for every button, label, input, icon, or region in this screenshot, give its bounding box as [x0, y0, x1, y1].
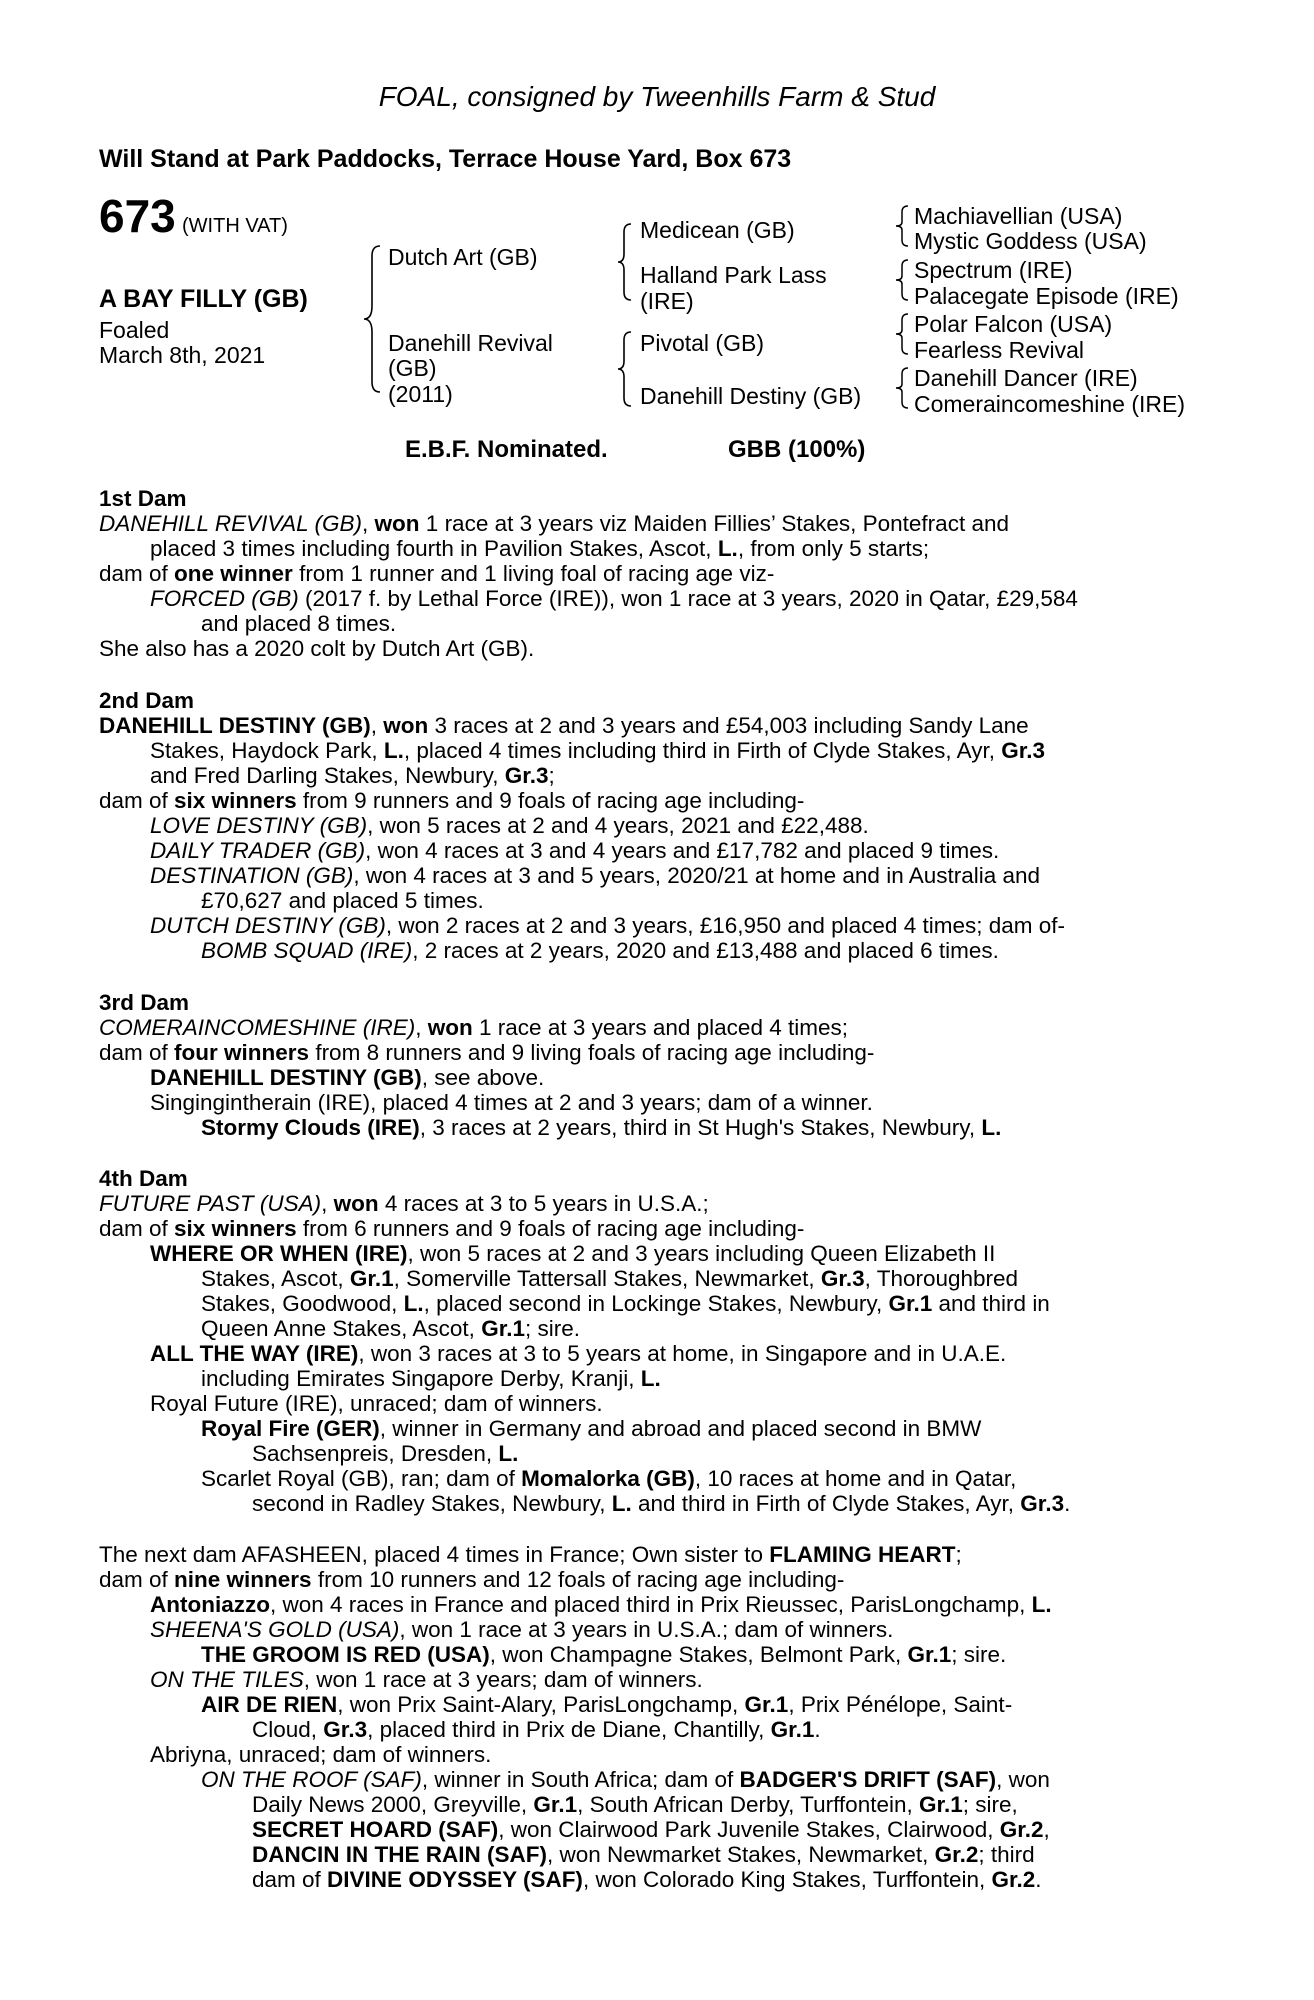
produce-name: DIVINE ODYSSEY (SAF): [327, 1867, 583, 1892]
second-dam-line: [99, 788, 804, 814]
produce-name: Antoniazzo: [150, 1592, 270, 1617]
text: .: [814, 1717, 821, 1742]
text: from 1 runner and 1 living foal of racing age viz-: [292, 561, 775, 586]
text: ; sire,: [962, 1792, 1018, 1817]
pedigree-ddd: Comeraincomeshine (IRE): [914, 391, 1185, 417]
pedigree-brace-main: [362, 244, 384, 394]
text: , won 3 races at 3 to 5 years at home, in Singapore and in U.A.E.: [358, 1341, 1007, 1366]
pedigree-dam-line2: (GB): [388, 355, 437, 381]
group-mark: Gr.3: [504, 763, 549, 788]
produce-name: SHEENA'S GOLD (USA): [150, 1617, 400, 1642]
produce-name: ON THE TILES: [150, 1667, 304, 1692]
text: , won 1 race at 3 years in U.S.A.; dam of winners.: [399, 1617, 894, 1642]
group-mark: Gr.2: [999, 1817, 1044, 1842]
group-mark: Gr.1: [907, 1642, 952, 1667]
text: , Prix Pénélope, Saint-: [788, 1692, 1013, 1717]
text: Scarlet Royal (GB), ran; dam of: [201, 1466, 522, 1491]
text: , won 5 races at 2 and 3 years including Queen Elizabeth II: [407, 1241, 996, 1266]
text: , 10 races at home and in Qatar,: [694, 1466, 1017, 1491]
text: ,: [321, 1191, 334, 1216]
consignor-heading: FOAL, consigned by Tweenhills Farm & Stud: [378, 81, 936, 112]
text: , won Champagne Stakes, Belmont Park,: [489, 1642, 908, 1667]
next-dam-line: [99, 1567, 844, 1593]
produce-name: AIR DE RIEN: [201, 1692, 338, 1717]
text: , won 4 races at 3 and 5 years, 2020/21 at home and in Australia and: [353, 863, 1041, 888]
next-dam-line: [252, 1717, 821, 1743]
fourth-dam-line: [201, 1316, 580, 1342]
fourth-dam-line: [201, 1416, 981, 1442]
listed-mark: L.: [717, 536, 738, 561]
fourth-dam-line: Royal Future (IRE), unraced; dam of winners.: [150, 1391, 603, 1416]
text: (2017 f. by Lethal Force (IRE)), won 1 race at 3 years, 2020 in Qatar, £29,584: [298, 586, 1078, 611]
produce-name: DAILY TRADER (GB): [150, 838, 366, 863]
text: , won Prix Saint-Alary, ParisLongchamp,: [337, 1692, 745, 1717]
first-dam-line: [99, 511, 1009, 537]
produce-name: DANEHILL DESTINY (GB): [150, 1065, 422, 1090]
text: dam of: [99, 1567, 175, 1592]
winners-count: nine winners: [174, 1567, 312, 1592]
next-dam-line: [150, 1667, 703, 1693]
pedigree-dam-line1: Danehill Revival: [388, 330, 553, 356]
next-dam-line: [252, 1792, 1018, 1818]
text: , Thoroughbred: [864, 1266, 1019, 1291]
dam-name: DANEHILL DESTINY (GB): [99, 713, 371, 738]
pedigree-brace-sd: [894, 258, 910, 302]
won-text: won: [427, 1015, 473, 1040]
foaled-date: March 8th, 2021: [99, 342, 266, 368]
pedigree-dam-line3: (2011): [388, 381, 453, 407]
ebf-badge: E.B.F. Nominated.: [405, 436, 608, 463]
pedigree-sire-dam-line2: (IRE): [640, 288, 694, 314]
group-mark: Gr.1: [349, 1266, 394, 1291]
group-mark: Gr.1: [919, 1792, 963, 1817]
text: .: [1035, 1867, 1042, 1892]
produce-name: BADGER'S DRIFT (SAF): [739, 1767, 997, 1792]
group-mark: Gr.1: [533, 1792, 578, 1817]
produce-name: DANCIN IN THE RAIN (SAF): [252, 1842, 547, 1867]
next-dam-line: [252, 1867, 1042, 1893]
text: dam of: [99, 1216, 175, 1241]
text: and Fred Darling Stakes, Newbury,: [150, 763, 505, 788]
next-dam-line: [252, 1817, 1050, 1843]
text: 4 races at 3 to 5 years in U.S.A.;: [378, 1191, 709, 1216]
text: Stakes, Ascot,: [201, 1266, 350, 1291]
text: , placed third in Prix de Diane, Chantilly,: [367, 1717, 771, 1742]
group-mark: Gr.3: [820, 1266, 865, 1291]
text: from 9 runners and 9 foals of racing age including-: [296, 788, 805, 813]
third-dam-line: [99, 1015, 848, 1041]
produce-name: THE GROOM IS RED (USA): [201, 1642, 490, 1667]
text: Daily News 2000, Greyville,: [252, 1792, 534, 1817]
produce-name: Momalorka (GB): [521, 1466, 695, 1491]
text: , placed second in Lockinge Stakes, Newbury,: [423, 1291, 889, 1316]
first-dam-title: 1st Dam: [99, 486, 187, 511]
first-dam-line: [150, 536, 929, 562]
third-dam-line: [150, 1065, 544, 1091]
produce-name: SECRET HOARD (SAF): [252, 1817, 499, 1842]
winners-count: four winners: [174, 1040, 310, 1065]
fourth-dam-line: [201, 1366, 661, 1392]
second-dam-line: [99, 713, 1029, 739]
text: , see above.: [421, 1065, 545, 1090]
pedigree-sdd: Palacegate Episode (IRE): [914, 283, 1179, 309]
produce-name: DESTINATION (GB): [150, 863, 354, 888]
pedigree-sire: Dutch Art (GB): [388, 244, 538, 270]
fourth-dam-line: [99, 1216, 804, 1242]
listed-mark: L.: [383, 738, 404, 763]
text: ; sire.: [951, 1642, 1007, 1667]
text: dam of: [252, 1867, 328, 1892]
text: , winner in South Africa; dam of: [421, 1767, 740, 1792]
pedigree-sss: Machiavellian (USA): [914, 203, 1123, 229]
text: Stakes, Goodwood,: [201, 1291, 404, 1316]
group-mark: Gr.2: [934, 1842, 979, 1867]
next-dam-line: [99, 1542, 962, 1568]
produce-name: Stormy Clouds (IRE): [201, 1115, 420, 1140]
text: 3 races at 2 and 3 years and £54,003 including Sandy Lane: [428, 713, 1029, 738]
second-dam-line: [201, 938, 999, 964]
fourth-dam-line: [252, 1441, 518, 1467]
text: Queen Anne Stakes, Ascot,: [201, 1316, 482, 1341]
fourth-dam-title: 4th Dam: [99, 1166, 188, 1191]
second-dam-line: [150, 763, 555, 789]
pedigree-dss: Polar Falcon (USA): [914, 311, 1113, 337]
text: , from only 5 starts;: [737, 536, 930, 561]
fourth-dam-line: [201, 1291, 1050, 1317]
next-dam-line: Abriyna, unraced; dam of winners.: [150, 1742, 492, 1767]
text: , won Colorado King Stakes, Turffontein,: [582, 1867, 992, 1892]
next-dam-line: [201, 1642, 1006, 1668]
fourth-dam-line: [150, 1241, 995, 1267]
text: The next dam AFASHEEN, placed 4 times in France; Own sister to: [99, 1542, 770, 1567]
group-mark: Gr.1: [888, 1291, 933, 1316]
produce-name: FLAMING HEART: [769, 1542, 956, 1567]
group-mark: Gr.2: [991, 1867, 1036, 1892]
text: , South African Derby, Turffontein,: [577, 1792, 919, 1817]
produce-name: BOMB SQUAD (IRE): [201, 938, 413, 963]
text: 1 race at 3 years viz Maiden Fillies’ Stakes, Pontefract and: [419, 511, 1009, 536]
first-dam-line: [150, 586, 1078, 612]
pedigree-brace-ss: [894, 204, 910, 248]
listed-mark: L.: [1031, 1592, 1052, 1617]
text: second in Radley Stakes, Newbury,: [252, 1491, 612, 1516]
group-mark: Gr.1: [770, 1717, 815, 1742]
produce-name: LOVE DESTINY (GB): [150, 813, 368, 838]
text: , won 4 races in France and placed third in Prix Rieussec, ParisLongchamp,: [269, 1592, 1032, 1617]
vat-note: (WITH VAT): [182, 215, 288, 237]
text: , winner in Germany and abroad and placed second in BMW: [379, 1416, 982, 1441]
next-dam-line: [252, 1842, 1035, 1868]
text: Cloud,: [252, 1717, 324, 1742]
produce-name: ALL THE WAY (IRE): [150, 1341, 359, 1366]
text: from 10 runners and 12 foals of racing age including-: [311, 1567, 845, 1592]
first-dam-line: She also has a 2020 colt by Dutch Art (GB).: [99, 636, 535, 661]
text: including Emirates Singapore Derby, Kranji,: [201, 1366, 641, 1391]
lot-number-block: [99, 190, 288, 242]
text: dam of: [99, 788, 175, 813]
fourth-dam-line: [99, 1191, 709, 1217]
text: dam of: [99, 561, 175, 586]
text: , won 4 races at 3 and 4 years and £17,782 and placed 9 times.: [365, 838, 1000, 863]
dam-name: COMERAINCOMESHINE (IRE): [99, 1015, 416, 1040]
text: ;: [548, 763, 555, 788]
listed-mark: L.: [498, 1441, 519, 1466]
produce-name: ON THE ROOF (SAF): [201, 1767, 422, 1792]
lot-number: 673: [99, 190, 176, 242]
text: placed 3 times including fourth in Pavilion Stakes, Ascot,: [150, 536, 718, 561]
pedigree-dam-sire: Pivotal (GB): [640, 330, 764, 356]
listed-mark: L.: [403, 1291, 424, 1316]
fourth-dam-line: [150, 1341, 1006, 1367]
produce-name: DUTCH DESTINY (GB): [150, 913, 386, 938]
won-text: won: [374, 511, 420, 536]
lot-description: A BAY FILLY (GB): [99, 285, 308, 313]
listed-mark: L.: [640, 1366, 661, 1391]
text: , 2 races at 2 years, 2020 and £13,488 and placed 6 times.: [412, 938, 999, 963]
text: , Somerville Tattersall Stakes, Newmarket,: [393, 1266, 821, 1291]
foaled-label: Foaled: [99, 317, 170, 343]
pedigree-dds: Danehill Dancer (IRE): [914, 365, 1138, 391]
text: ,: [415, 1015, 428, 1040]
first-dam-line: [99, 561, 774, 587]
fourth-dam-line: [252, 1491, 1070, 1517]
group-mark: Gr.1: [744, 1692, 789, 1717]
second-dam-line: [150, 863, 1040, 889]
winners-count: one winner: [174, 561, 293, 586]
second-dam-line: £70,627 and placed 5 times.: [201, 888, 484, 913]
second-dam-line: [150, 913, 1065, 939]
text: dam of: [99, 1040, 175, 1065]
text: , placed 4 times including third in Firth of Clyde Stakes, Ayr,: [403, 738, 1002, 763]
text: ;: [955, 1542, 962, 1567]
third-dam-line: Singingintherain (IRE), placed 4 times at 2 and 3 years; dam of a winner.: [150, 1090, 873, 1115]
text: , won: [996, 1767, 1050, 1792]
text: , won 1 race at 3 years; dam of winners.: [303, 1667, 703, 1692]
third-dam-line: [201, 1115, 1001, 1141]
text: , won Newmarket Stakes, Newmarket,: [546, 1842, 935, 1867]
winners-count: six winners: [174, 788, 297, 813]
group-mark: Gr.3: [1001, 738, 1046, 763]
pedigree-ssd: Mystic Goddess (USA): [914, 228, 1147, 254]
text: from 8 runners and 9 living foals of racing age including-: [309, 1040, 875, 1065]
third-dam-line: [99, 1040, 874, 1066]
text: , 3 races at 2 years, third in St Hugh's Stakes, Newbury,: [419, 1115, 982, 1140]
produce-name: FORCED (GB): [150, 586, 299, 611]
pedigree-sire-dam-line1: Halland Park Lass: [640, 262, 827, 288]
produce-name: Royal Fire (GER): [201, 1416, 380, 1441]
gbb-badge: GBB (100%): [728, 436, 866, 463]
second-dam-line: [150, 813, 869, 839]
text: ; sire.: [524, 1316, 580, 1341]
next-dam-line: [150, 1617, 893, 1643]
dam-name: FUTURE PAST (USA): [99, 1191, 322, 1216]
pedigree-brace-dam: [616, 330, 634, 408]
pedigree-dam-dam: Danehill Destiny (GB): [640, 383, 862, 409]
stand-location: Will Stand at Park Paddocks, Terrace House Yard, Box 673: [99, 145, 792, 173]
text: , won 2 races at 2 and 3 years, £16,950 and placed 4 times; dam of-: [385, 913, 1065, 938]
winners-count: six winners: [174, 1216, 297, 1241]
pedigree-brace-ds: [894, 312, 910, 356]
pedigree-dsd: Fearless Revival: [914, 337, 1084, 363]
pedigree-sds: Spectrum (IRE): [914, 257, 1073, 283]
group-mark: Gr.1: [481, 1316, 525, 1341]
fourth-dam-line: [201, 1266, 1018, 1292]
next-dam-line: [201, 1767, 1050, 1793]
second-dam-line: [150, 838, 999, 864]
text: ,: [1043, 1817, 1050, 1842]
group-mark: Gr.3: [1020, 1491, 1065, 1516]
text: , won Clairwood Park Juvenile Stakes, Clairwood,: [498, 1817, 1000, 1842]
text: Sachsenpreis, Dresden,: [252, 1441, 499, 1466]
text: ,: [370, 713, 384, 738]
pedigree-sire-sire: Medicean (GB): [640, 217, 795, 243]
third-dam-title: 3rd Dam: [99, 990, 190, 1015]
next-dam-line: [201, 1692, 1012, 1718]
fourth-dam-line: [201, 1466, 1016, 1492]
text: .: [1064, 1491, 1071, 1516]
text: ; third: [978, 1842, 1035, 1867]
won-text: won: [383, 713, 429, 738]
group-mark: Gr.3: [323, 1717, 368, 1742]
text: and third in Firth of Clyde Stakes, Ayr,: [631, 1491, 1021, 1516]
pedigree-brace-sire: [616, 222, 634, 302]
second-dam-title: 2nd Dam: [99, 688, 195, 713]
text: , won 5 races at 2 and 4 years, 2021 and £22,488.: [367, 813, 869, 838]
first-dam-line: and placed 8 times.: [201, 611, 397, 636]
second-dam-line: [150, 738, 1045, 764]
pedigree-brace-dd: [894, 366, 910, 410]
listed-mark: L.: [611, 1491, 632, 1516]
next-dam-line: [150, 1592, 1052, 1618]
text: ,: [362, 511, 375, 536]
text: from 6 runners and 9 foals of racing age including-: [296, 1216, 805, 1241]
text: Stakes, Haydock Park,: [150, 738, 384, 763]
dam-name: DANEHILL REVIVAL (GB): [99, 511, 363, 536]
text: and third in: [932, 1291, 1050, 1316]
produce-name: WHERE OR WHEN (IRE): [150, 1241, 408, 1266]
text: 1 race at 3 years and placed 4 times;: [472, 1015, 848, 1040]
won-text: won: [333, 1191, 379, 1216]
listed-mark: L.: [981, 1115, 1002, 1140]
